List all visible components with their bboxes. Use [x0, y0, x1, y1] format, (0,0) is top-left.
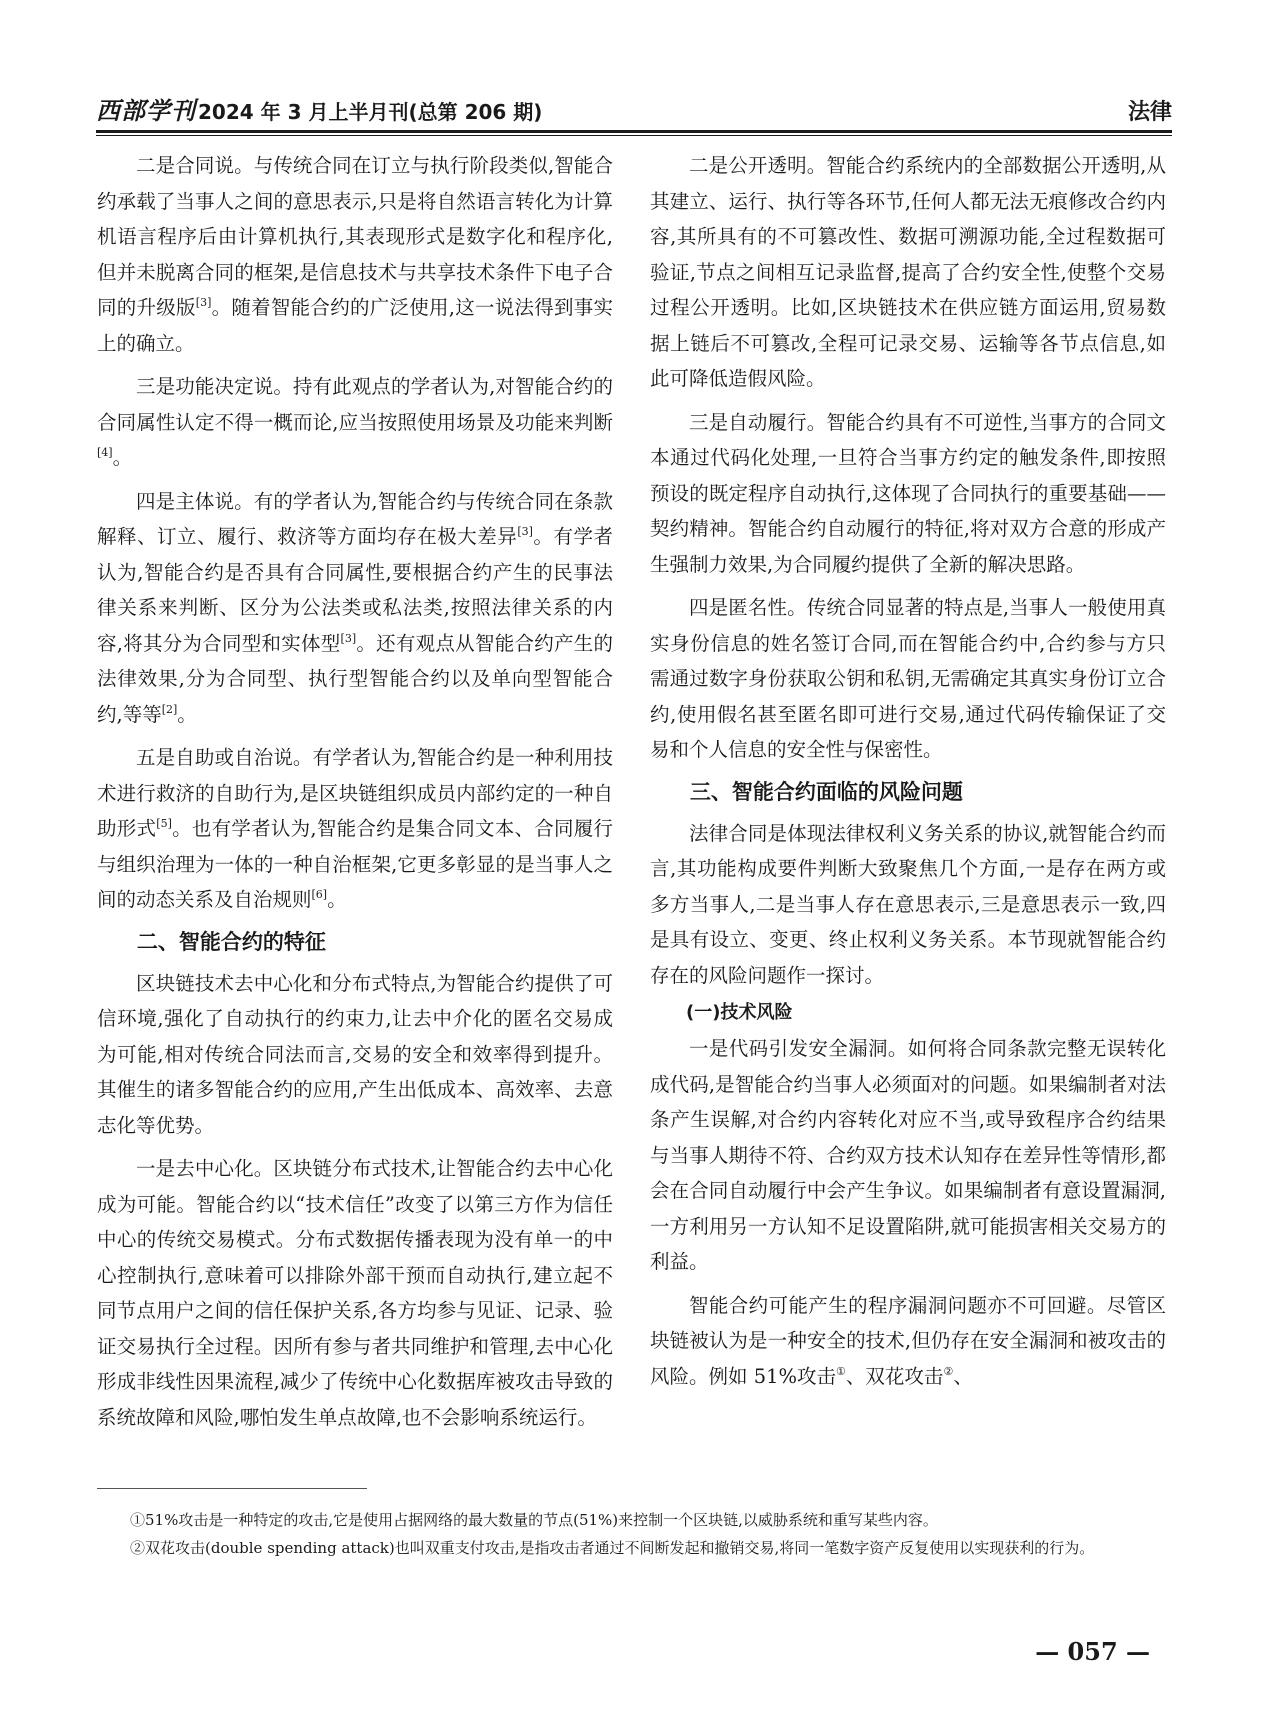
paragraph-risks-intro: 法律合同是体现法律权利义务关系的协议,就智能合约而言,其功能构成要件判断大致聚焦几个方面,一是存在两方或多方当事人,二是当事人存在意思表示,三是意思表示一致,四是具有设立、变更、终止权利义务关系。本节现就智能合约存在的风险问题作一探讨。 [650, 821, 1166, 987]
citation-ref: [3] [517, 525, 533, 538]
footnote-1: ①51%攻击是一种特定的攻击,它是使用占据网络的最大数量的节点(51%)来控制一个区块链,以威胁系统和重写某些内容。 [130, 1511, 938, 1529]
footnotes [97, 1506, 1167, 1562]
header-left [96, 91, 542, 126]
issue-line: 2024 年 3 月上半月刊(总第 206 期) [198, 100, 543, 124]
left-column [97, 148, 613, 1435]
paragraph-auto-execution: 三是自动履行。智能合约具有不可逆性,当事方的合同文本通过代码化处理,一旦符合当事方约定的触发条件,即按照预设的既定程序自动执行,这体现了合同执行的重要基础——契约精神。智能合约自动履行的特征,将对双方合意的形成产生强制力效果,为合同履约提供了全新的解决思路。 [650, 410, 1166, 576]
citation-ref: [3] [195, 296, 212, 309]
section-label: 法律 [1127, 100, 1172, 125]
section-heading-risks: 三、智能合约面临的风险问题 [689, 779, 963, 804]
footnote-marker: ② [943, 1364, 954, 1378]
paragraph-subject-theory: 四是主体说。有的学者认为,智能合约与传统合同在条款解释、订立、履行、救济等方面均存在极大差异[3]。有学者认为,智能合约是否具有合同属性,要根据合约产生的民事法律关系来判断、区分为公法类或私法类,按照法律关系的内容,将其分为合同型和实体型[3]。还有观点从智能合约产生的法律效果,分为合同型、执行型智能合约以及单向型智能合约,等等[2]。 [97, 489, 613, 726]
paragraph-code-vulnerability: 一是代码引发安全漏洞。如何将合同条款完整无误转化成代码,是智能合约当事人必须面对的问题。如果编制者对法条产生误解,对合约内容转化对应不当,或导致程序合约结果与当事人期待不符、合约双方技术认知存在差异性等情形,都会在合同自动履行中会产生争议。如果编制者有意设置漏洞,一方利用另一方认知不足设置陷阱,就可能损害相关交易方的利益。 [650, 1037, 1166, 1273]
paragraph-anonymity: 四是匿名性。传统合同显著的特点是,当事人一般使用真实身份信息的姓名签订合同,而在智能合约中,合约参与方只需通过数字身份获取公钥和私钥,无需确定其真实身份订立合约,使用假名甚至匿名即可进行交易,通过代码传输保证了交易和个人信息的安全性与保密性。 [650, 596, 1166, 761]
right-column [650, 148, 1166, 1394]
paragraph-transparency: 二是公开透明。智能合约系统内的全部数据公开透明,从其建立、运行、执行等各环节,任何人都无法无痕修改合约内容,其所具有的不可篡改性、数据可溯源功能,全过程数据可验证,节点之间相互记录监督,提高了合约安全性,使整个交易过程公开透明。比如,区块链技术在供应链方面运用,贸易数据上链后不可篡改,全程可记录交易、运输等各节点信息,如此可降低造假风险。 [650, 154, 1166, 390]
citation-ref: [6] [311, 888, 328, 901]
page-number: — 057 — [1035, 1637, 1150, 1666]
subsection-heading-tech-risk: (一)技术风险 [686, 1002, 793, 1023]
paragraph-features-intro: 区块链技术去中心化和分布式特点,为智能合约提供了可信环境,强化了自动执行的约束力,让去中介化的匿名交易成为可能,相对传统合同法而言,交易的安全和效率得到提升。其催生的诸多智能合约的应用,产生出低成本、高效率、去意志化等优势。 [97, 971, 613, 1137]
paragraph-decentralization: 一是去中心化。区块链分布式技术,让智能合约去中心化成为可能。智能合约以“技术信任”改变了以第三方作为信任中心的传统交易模式。分布式数据传播表现为没有单一的中心控制执行,意味着可以排除外部干预而自动执行,建立起不同节点用户之间的信任保护关系,各方均参与见证、记录、验证交易执行全过程。因所有参与者共同维护和管理,去中心化形成非线性因果流程,减少了传统中心化数据库被攻击导致的系统故障和风险,哪怕发生单点故障,也不会影响系统运行。 [97, 1157, 613, 1429]
paragraph-program-vulnerability: 智能合约可能产生的程序漏洞问题亦不可回避。尽管区块链被认为是一种安全的技术,但仍存在安全漏洞和被攻击的风险。例如 51%攻击①、双花攻击②、 [650, 1293, 1166, 1388]
footnote-2: ②双花攻击(double spending attack)也叫双重支付攻击,是指攻击者通过不间断发起和撤销交易,将同一笔数字资产反复使用以实现获利的行为。 [130, 1539, 1095, 1557]
running-header [96, 86, 1172, 126]
citation-ref: [4] [97, 446, 113, 459]
citation-ref: [3] [340, 631, 357, 645]
paragraph-self-help-theory: 五是自助或自治说。有学者认为,智能合约是一种利用技术进行救济的自助行为,是区块链组织成员内部约定的一种自助形式[5]。也有学者认为,智能合约是集合同文本、合同履行与组织治理为一体的一种自治框架,它更多彰显的是当事人之间的动态关系及自治规则[6]。 [97, 746, 613, 911]
footnote-marker: ① [836, 1364, 846, 1378]
citation-ref: [2] [161, 702, 178, 716]
journal-logo: 西部学刊 [96, 96, 196, 125]
header-rule-thick [96, 130, 1172, 133]
section-heading-features: 二、智能合约的特征 [136, 929, 326, 954]
header-rule-thin [96, 135, 1172, 136]
paragraph-contract-theory: 二是合同说。与传统合同在订立与执行阶段类似,智能合约承载了当事人之间的意思表示,只是将自然语言转化为计算机语言程序后由计算机执行,其表现形式是数字化和程序化,但并未脱离合同的框架,是信息技术与共享技术条件下电子合同的升级版[3]。随着智能合约的广泛使用,这一说法得到事实上的确立。 [97, 154, 613, 355]
footnote-divider [97, 1488, 367, 1489]
citation-ref: [5] [156, 817, 172, 830]
paragraph-function-theory: 三是功能决定说。持有此观点的学者认为,对智能合约的合同属性认定不得一概而论,应当按照使用场景及功能来判断[4]。 [97, 375, 613, 469]
